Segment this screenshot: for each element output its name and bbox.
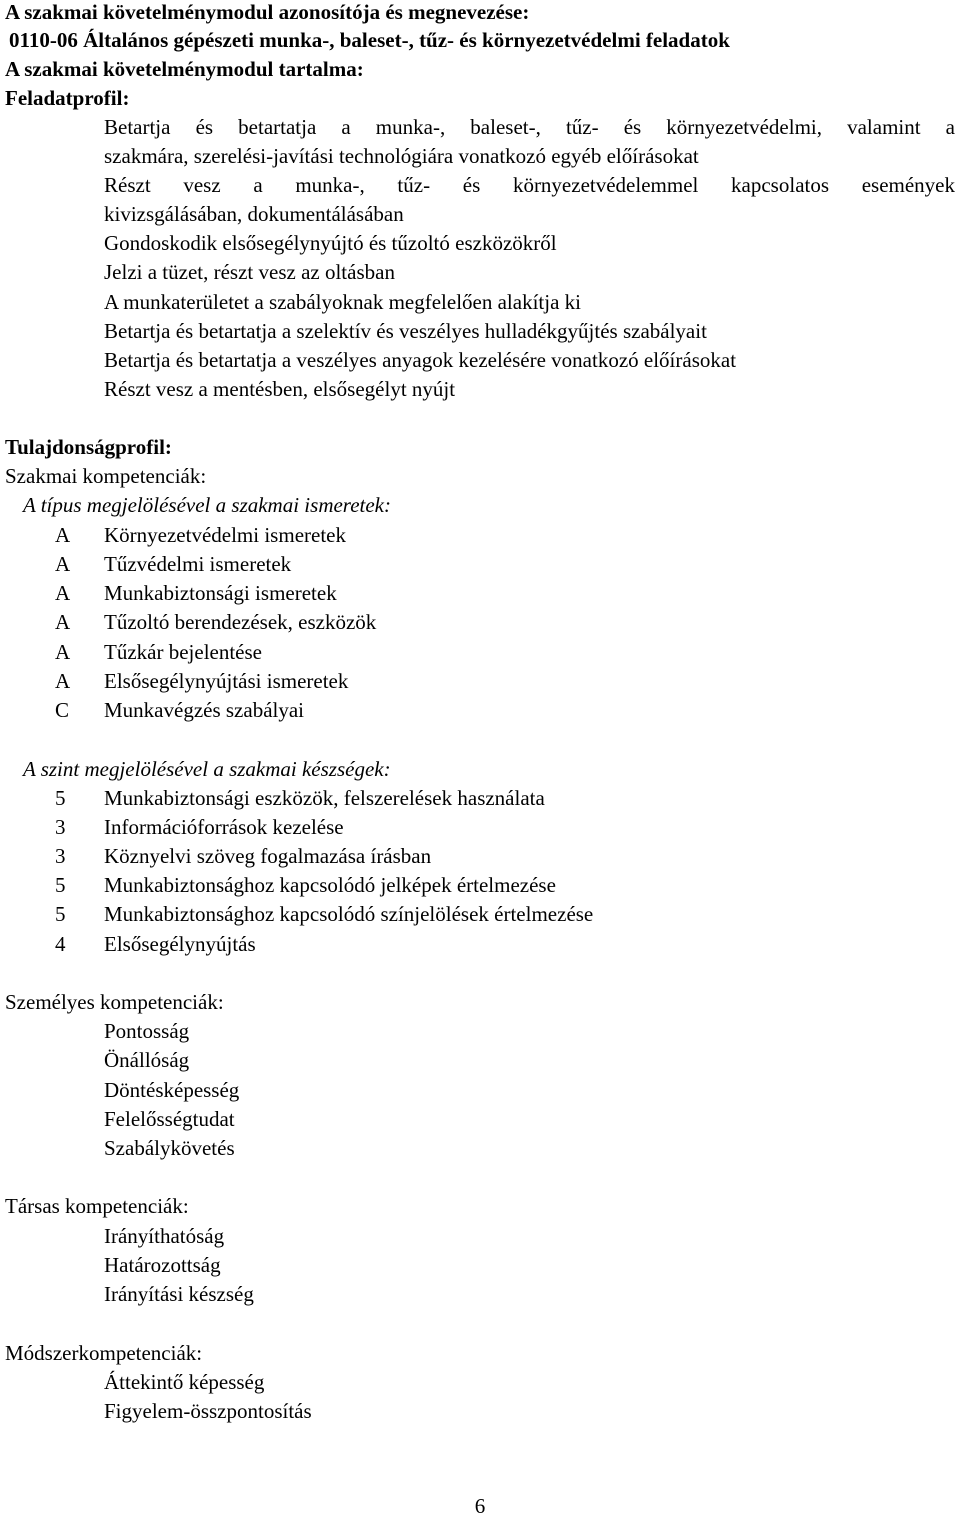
professional-competencies-label: Szakmai kompetenciák: [5,464,207,488]
skill-level: 3 [55,815,66,839]
knowledge-grade: C [55,698,70,722]
knowledge-grade: A [55,581,71,605]
task-line: Betartja és betartatja a szelektív és veszélyes hulladékgyűjtés szabályait [104,319,707,343]
social-competencies-label: Társas kompetenciák: [5,1194,189,1218]
task-line: A munkaterületet a szabályoknak megfelelően alakítja ki [104,290,581,314]
social-competency: Irányítási készség [104,1282,254,1306]
page-number: 6 [474,1494,486,1518]
social-competency: Irányíthatóság [104,1224,225,1248]
skill-item: Elsősegélynyújtás [104,932,256,956]
task-line: Betartja és betartatja a veszélyes anyagok kezelésére vonatkozó előírásokat [104,348,737,372]
task-profile-heading: Feladatprofil: [5,86,130,110]
task-line: Részt vesz a munka-, tűz- és környezetvédelemmel kapcsolatos események [104,173,955,197]
skill-level: 3 [55,844,66,868]
skill-item: Munkabiztonsághoz kapcsolódó színjelölések értelmezése [104,902,594,926]
knowledge-item: Tűzoltó berendezések, eszközök [104,610,377,634]
personal-competencies-label: Személyes kompetenciák: [5,990,224,1014]
skill-item: Munkabiztonsághoz kapcsolódó jelképek értelmezése [104,873,556,897]
personal-competency: Döntésképesség [104,1078,240,1102]
knowledge-item: Környezetvédelmi ismeretek [104,523,346,547]
knowledge-grade: A [55,523,71,547]
knowledge-item: Tűzvédelmi ismeretek [104,552,292,576]
method-competency: Figyelem-összpontosítás [104,1399,312,1423]
personal-competency: Szabálykövetés [104,1136,235,1160]
personal-competency: Pontosság [104,1019,190,1043]
personal-competency: Önállóság [104,1048,190,1072]
personal-competency: Felelősségtudat [104,1107,235,1131]
skill-level: 4 [55,932,66,956]
task-line: kivizsgálásában, dokumentálásában [104,202,404,226]
knowledge-grade: A [55,552,71,576]
task-line: Jelzi a tüzet, részt vesz az oltásban [104,260,395,284]
method-competency: Áttekintő képesség [104,1370,265,1394]
knowledge-grade: A [55,610,71,634]
task-line: Részt vesz a mentésben, elsősegélyt nyújt [104,377,456,401]
task-line: Betartja és betartatja a munka-, baleset-, tűz- és környezetvédelmi, valamint a [104,115,955,139]
module-id-value: 0110-06 Általános gépészeti munka-, baleset-, tűz- és környezetvédelmi feladatok [9,28,730,52]
skill-item: Információforrások kezelése [104,815,344,839]
knowledge-item: Munkavégzés szabályai [104,698,305,722]
task-line: Gondoskodik elsősegélynyújtó és tűzoltó eszközökről [104,231,557,255]
skill-level: 5 [55,902,66,926]
knowledge-grade: A [55,640,71,664]
skill-level: 5 [55,786,66,810]
social-competency: Határozottság [104,1253,221,1277]
skill-item: Munkabiztonsági eszközök, felszerelések használata [104,786,545,810]
knowledge-item: Elsősegélynyújtási ismeretek [104,669,349,693]
skill-level: 5 [55,873,66,897]
method-competencies-label: Módszerkompetenciák: [5,1341,203,1365]
task-line: szakmára, szerelési-javítási technológiára vonatkozó egyéb előírásokat [104,144,699,168]
skills-heading: A szint megjelölésével a szakmai készségek: [23,757,391,781]
module-content-label: A szakmai követelménymodul tartalma: [5,57,364,81]
skill-item: Köznyelvi szöveg fogalmazása írásban [104,844,432,868]
knowledge-item: Tűzkár bejelentése [104,640,262,664]
knowledge-grade: A [55,669,71,693]
module-id-label: A szakmai követelménymodul azonosítója és megnevezése: [5,0,530,24]
knowledge-heading: A típus megjelölésével a szakmai ismeretek: [23,493,391,517]
knowledge-item: Munkabiztonsági ismeretek [104,581,337,605]
property-profile-heading: Tulajdonságprofil: [5,435,172,459]
